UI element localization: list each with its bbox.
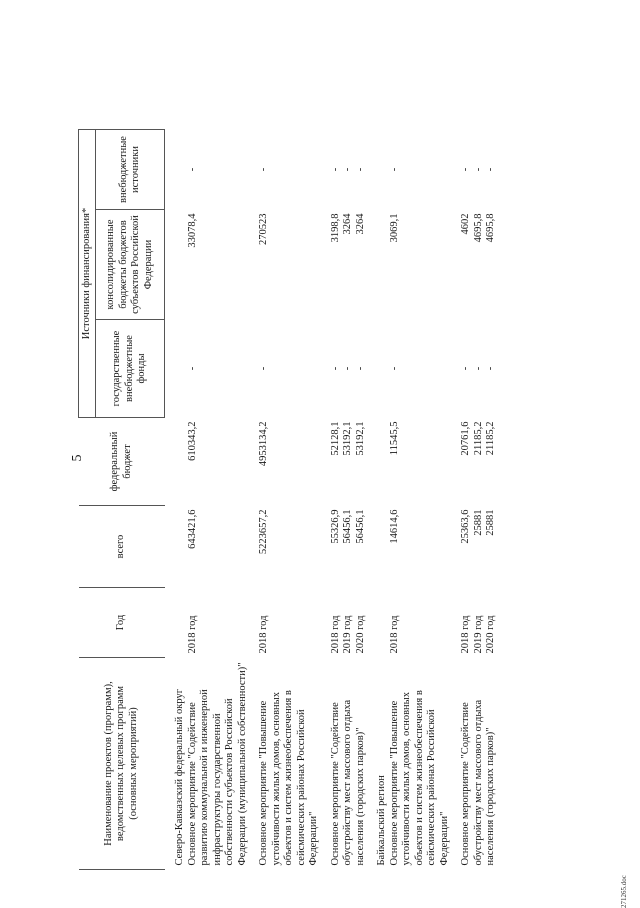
state-funds-value: -	[342, 366, 353, 371]
page-number: 5	[70, 454, 85, 462]
table-row	[258, 130, 321, 870]
header-name: Наименование проектов (программ), ведомственных целевых программ (основных мероприятий)	[79, 658, 165, 870]
federal-cell	[330, 418, 368, 506]
total-cell	[330, 506, 368, 588]
year-value: 2020 год	[354, 615, 366, 654]
regional-cell	[187, 210, 250, 320]
total-value: 56456,1	[342, 509, 353, 544]
year-cell	[330, 588, 368, 658]
state-funds-value: -	[258, 366, 269, 371]
extra-value: -	[388, 167, 400, 172]
extra-value: -	[258, 167, 269, 172]
year-value: 2019 год	[472, 615, 484, 654]
regional-value: 3264	[342, 213, 353, 235]
federal-value: 20761,6	[460, 421, 471, 456]
regional-value: 33078,4	[186, 213, 198, 248]
state-funds-value: -	[329, 366, 341, 371]
federal-cell	[187, 418, 250, 506]
state-funds-value: -	[472, 366, 484, 371]
year-cell	[389, 588, 452, 658]
federal-value: 11545,5	[388, 421, 400, 456]
spacer-cell	[498, 130, 507, 870]
year-cell	[258, 588, 321, 658]
regional-value: 3069,1	[388, 213, 400, 243]
federal-cell	[258, 418, 321, 506]
table-row	[460, 130, 498, 870]
state-funds-cell	[187, 320, 250, 418]
total-value: 55326,9	[329, 509, 341, 544]
total-value: 643421,6	[186, 509, 198, 549]
spacer-row	[321, 130, 330, 870]
state-funds-cell	[460, 320, 498, 418]
total-value: 25881	[472, 509, 484, 536]
federal-cell	[460, 418, 498, 506]
spacer-row	[451, 130, 460, 870]
measure-name: Основное мероприятие "Содействие обустройству мест массового отдыха населения (городских парков)"	[460, 699, 496, 866]
regional-value: 4602	[460, 213, 471, 235]
spacer-row	[249, 130, 258, 870]
federal-value: 53192,1	[354, 421, 366, 456]
section-row	[174, 130, 187, 870]
total-cell	[460, 506, 498, 588]
federal-value: 4953134,2	[258, 421, 269, 467]
regional-cell	[389, 210, 452, 320]
extra-cell	[460, 130, 498, 210]
total-value: 25363,6	[460, 509, 471, 544]
extra-cell	[389, 130, 452, 210]
measure-name: Основное мероприятие "Содействие развитию коммунальной и инженерной инфраструктуры государственной собственности субъектов Российской Федерации (муниципальной собственности)"	[186, 662, 248, 866]
financing-table	[78, 129, 507, 870]
regional-value: 4695,8	[472, 213, 484, 243]
federal-value: 610343,2	[186, 421, 198, 461]
regional-value: 270523	[258, 213, 269, 245]
header-sources-group: Источники финансирования*	[79, 130, 96, 418]
extra-value: -	[485, 167, 496, 172]
header-federal: федеральный бюджет	[79, 418, 165, 506]
regional-cell	[258, 210, 321, 320]
state-funds-value: -	[485, 366, 496, 371]
measure-name: Основное мероприятие "Повышение устойчивости жилых домов, основных объектов и систем жизнеобеспечения в сейсмических районах Российской Федерации"	[388, 690, 450, 866]
year-value: 2018 год	[186, 615, 198, 654]
year-value: 2018 год	[258, 615, 269, 654]
regional-value: 4695,8	[485, 213, 496, 243]
spacer-cell	[249, 130, 258, 870]
extra-cell	[330, 130, 368, 210]
federal-value: 52128,1	[329, 421, 341, 456]
spacer-cell	[367, 130, 376, 870]
year-value: 2020 год	[485, 615, 496, 654]
state-funds-cell	[330, 320, 368, 418]
extra-cell	[258, 130, 321, 210]
total-value: 14614,6	[388, 509, 400, 544]
year-value: 2018 год	[460, 615, 471, 654]
rotated-page	[70, 38, 640, 908]
year-cell	[460, 588, 498, 658]
section-title: Северо-Кавказский федеральный округ	[174, 688, 185, 866]
extra-value: -	[342, 167, 353, 172]
regional-cell	[460, 210, 498, 320]
extra-value: -	[354, 167, 366, 172]
header-year: Год	[79, 588, 165, 658]
table-row	[389, 130, 452, 870]
regional-cell	[330, 210, 368, 320]
extra-value: -	[329, 167, 341, 172]
table-body	[165, 130, 507, 870]
year-cell	[187, 588, 250, 658]
section-row	[376, 130, 389, 870]
extra-value: -	[186, 167, 198, 172]
section-title: Байкальский регион	[376, 775, 387, 866]
spacer-row	[498, 130, 507, 870]
total-cell	[187, 506, 250, 588]
measure-name: Основное мероприятие "Содействие обустройству мест массового отдыха населения (городских парков)"	[329, 699, 366, 866]
federal-value: 21185,2	[485, 421, 496, 456]
table-row	[187, 130, 250, 870]
header-total: всего	[79, 506, 165, 588]
document-code: 271265.doc	[620, 875, 628, 908]
state-funds-value: -	[186, 366, 198, 371]
spacer-cell	[321, 130, 330, 870]
regional-value: 3198,8	[329, 213, 341, 243]
state-funds-value: -	[388, 366, 400, 371]
regional-value: 3264	[354, 213, 366, 235]
year-value: 2018 год	[388, 615, 400, 654]
spacer-row	[367, 130, 376, 870]
spacer-cell	[451, 130, 460, 870]
header-state-funds: государственные внебюджетные фонды	[96, 320, 165, 418]
total-value: 56456,1	[354, 509, 366, 544]
federal-value: 21185,2	[472, 421, 484, 456]
state-funds-value: -	[354, 366, 366, 371]
federal-cell	[389, 418, 452, 506]
extra-cell	[187, 130, 250, 210]
extra-value: -	[472, 167, 484, 172]
state-funds-cell	[389, 320, 452, 418]
total-cell	[389, 506, 452, 588]
year-value: 2019 год	[342, 615, 353, 654]
total-cell	[258, 506, 321, 588]
spacer-cell	[165, 130, 175, 870]
total-value: 5223657,2	[258, 509, 269, 555]
header-regional: консолидированные бюджеты бюджетов субъектов Российской Федерации	[96, 210, 165, 320]
table-row	[330, 130, 368, 870]
extra-value: -	[460, 167, 471, 172]
measure-name: Основное мероприятие "Повышение устойчивости жилых домов, основных объектов и систем жизнеобеспечения в сейсмических районах Российской Федерации"	[258, 690, 319, 866]
header-extra: внебюджетные источники	[96, 130, 165, 210]
state-funds-cell	[258, 320, 321, 418]
state-funds-value: -	[460, 366, 471, 371]
year-value: 2018 год	[329, 615, 341, 654]
total-value: 25881	[485, 509, 496, 536]
federal-value: 53192,1	[342, 421, 353, 456]
spacer-row	[165, 130, 175, 870]
